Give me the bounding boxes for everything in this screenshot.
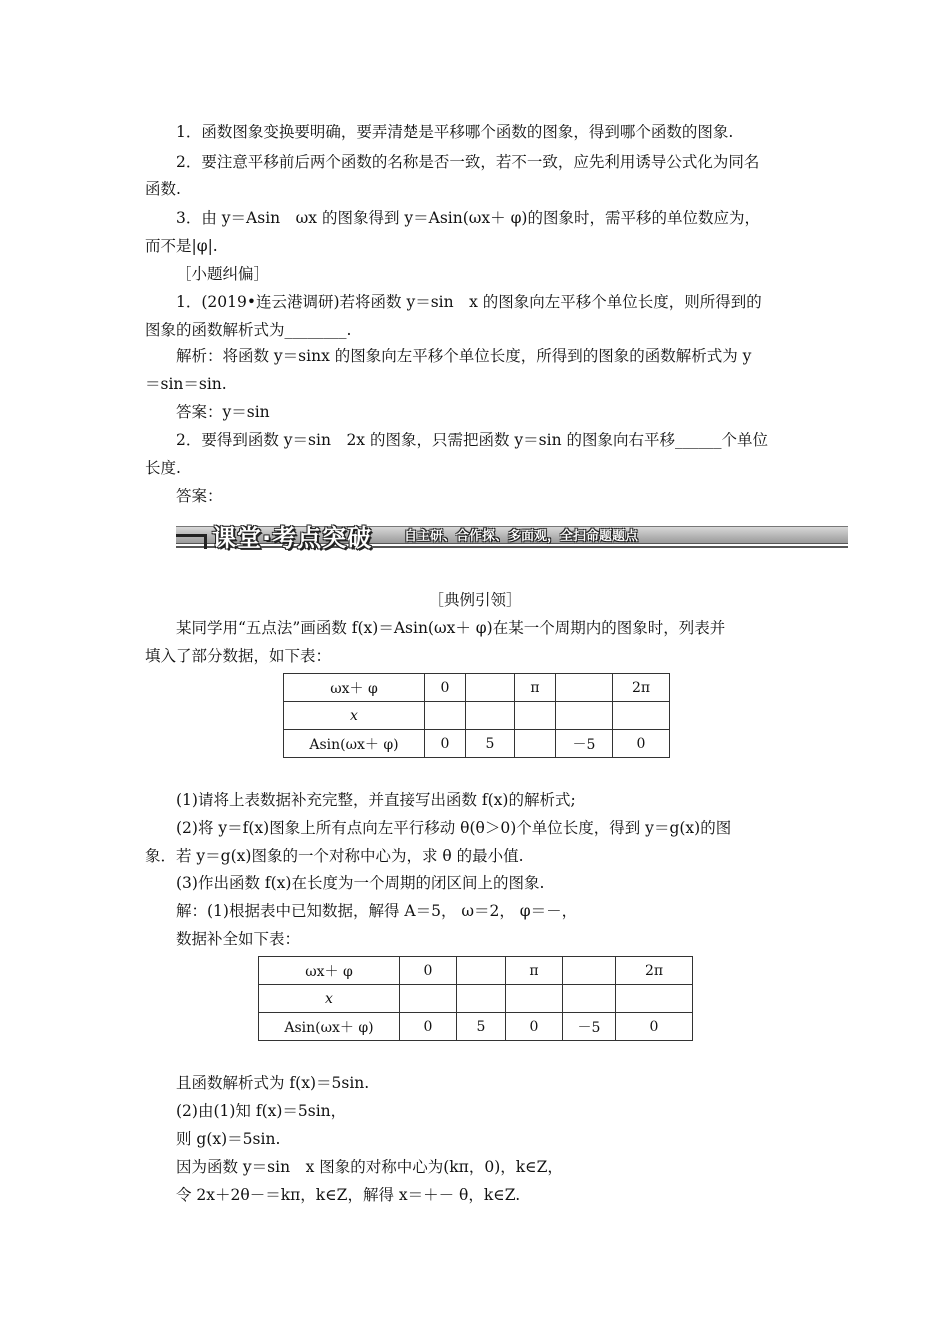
table-cell [506,985,563,1013]
table-cell: ωx＋ φ [259,957,400,985]
problem-2-cont: 长度. [145,459,181,477]
solution-part-2: (2)由(1)知 f(x)＝5sin， [176,1102,347,1120]
solution-g: 则 g(x)＝5sin. [176,1130,281,1148]
table-cell [563,957,616,985]
table-cell [556,702,613,730]
table-row [259,985,693,1013]
question-2-cont: 象．若 y＝g(x)图象的一个对称中心为，求 θ 的最小值. [145,847,524,865]
table-cell: x [284,702,425,730]
table-cell: Asin(ωx＋ φ) [259,1013,400,1041]
answer-2: 答案： [176,487,223,505]
table-cell: 0 [425,674,466,702]
five-point-table [283,673,670,758]
table-cell: ωx＋ φ [284,674,425,702]
example-intro: 某同学用“五点法”画函数 f(x)＝Asin(ωx＋ φ)在某一个周期内的图象时，列表并 [176,619,726,637]
solution-1-cont: ＝sin＝sin. [145,375,227,393]
solution-table-caption: 数据补全如下表： [176,930,301,948]
answer-1: 答案：y＝sin [176,403,270,421]
table-cell: 0 [616,1013,693,1041]
table-cell: Asin(ωx＋ φ) [284,730,425,758]
table-cell [457,957,506,985]
solution-intro: 解：(1)根据表中已知数据，解得 A＝5， ω＝2， φ＝－， [176,902,578,920]
table-cell: 5 [457,1013,506,1041]
completed-table [258,956,693,1041]
table-cell [563,985,616,1013]
table-cell: －5 [556,730,613,758]
table-cell [466,702,515,730]
note-3-cont: 而不是|φ|. [145,237,218,255]
table-cell [425,702,466,730]
table-cell: 0 [400,1013,457,1041]
table-cell [515,702,556,730]
table-cell: 0 [613,730,670,758]
table-cell: 0 [425,730,466,758]
table-cell: 2π [616,957,693,985]
table-cell [515,730,556,758]
table-cell [457,985,506,1013]
table-row [284,730,670,758]
banner-subtitle: 自主研、合作探、多面观，全扫命题题点 [404,529,639,544]
section-heading-example: ［典例引领］ [428,591,522,609]
table-cell: 2π [613,674,670,702]
question-1: (1)请将上表数据补充完整，并直接写出函数 f(x)的解析式; [176,791,576,809]
note-2-cont: 函数. [145,180,181,198]
table-cell [556,674,613,702]
table-row [259,957,693,985]
table-cell [616,985,693,1013]
table-cell [613,702,670,730]
banner-hook-decoration [176,534,207,549]
table-cell: 5 [466,730,515,758]
banner-title: 课堂·考点突破 [212,524,373,552]
solution-solve: 令 2x＋2θ－＝kπ，k∈Z，解得 x＝＋－ θ，k∈Z. [176,1186,521,1204]
solution-formula: 且函数解析式为 f(x)＝5sin. [176,1074,370,1092]
note-1: 1．函数图象变换要明确，要弄清楚是平移哪个函数的图象，得到哪个函数的图象. [176,123,734,141]
question-3: (3)作出函数 f(x)在长度为一个周期的闭区间上的图象. [176,874,545,892]
table-cell [466,674,515,702]
table-cell: π [515,674,556,702]
solution-1: 解析：将函数 y＝sinx 的图象向左平移个单位长度，所得到的图象的函数解析式为 y [176,347,752,365]
problem-1: 1．(2019•连云港调研)若将函数 y＝sin x 的图象向左平移个单位长度，则所得到的 [176,293,762,311]
table-cell: 0 [506,1013,563,1041]
example-intro-cont: 填入了部分数据，如下表： [145,647,332,665]
table-cell: 0 [400,957,457,985]
problem-1-cont: 图象的函数解析式为________. [145,321,352,339]
question-2: (2)将 y＝f(x)图象上所有点向左平行移动 θ(θ＞0)个单位长度，得到 y＝g(x)的图 [176,819,732,837]
table-row [284,674,670,702]
note-2: 2．要注意平移前后两个函数的名称是否一致，若不一致，应先利用诱导公式化为同名 [176,153,760,171]
table-row [284,702,670,730]
table-cell [400,985,457,1013]
table-cell: －5 [563,1013,616,1041]
problem-2: 2．要得到函数 y＝sin 2x 的图象，只需把函数 y＝sin 的图象向右平移______个单位 [176,431,768,449]
table-row [259,1013,693,1041]
solution-symmetry: 因为函数 y＝sin x 图象的对称中心为(kπ，0)，k∈Z， [176,1158,563,1176]
section-heading-correction: ［小题纠偏］ [176,265,270,283]
table-cell: x [259,985,400,1013]
table-cell: π [506,957,563,985]
section-banner [176,520,848,550]
note-3: 3．由 y＝Asin ωx 的图象得到 y＝Asin(ωx＋ φ)的图象时，需平移的单位数应为， [176,209,760,227]
